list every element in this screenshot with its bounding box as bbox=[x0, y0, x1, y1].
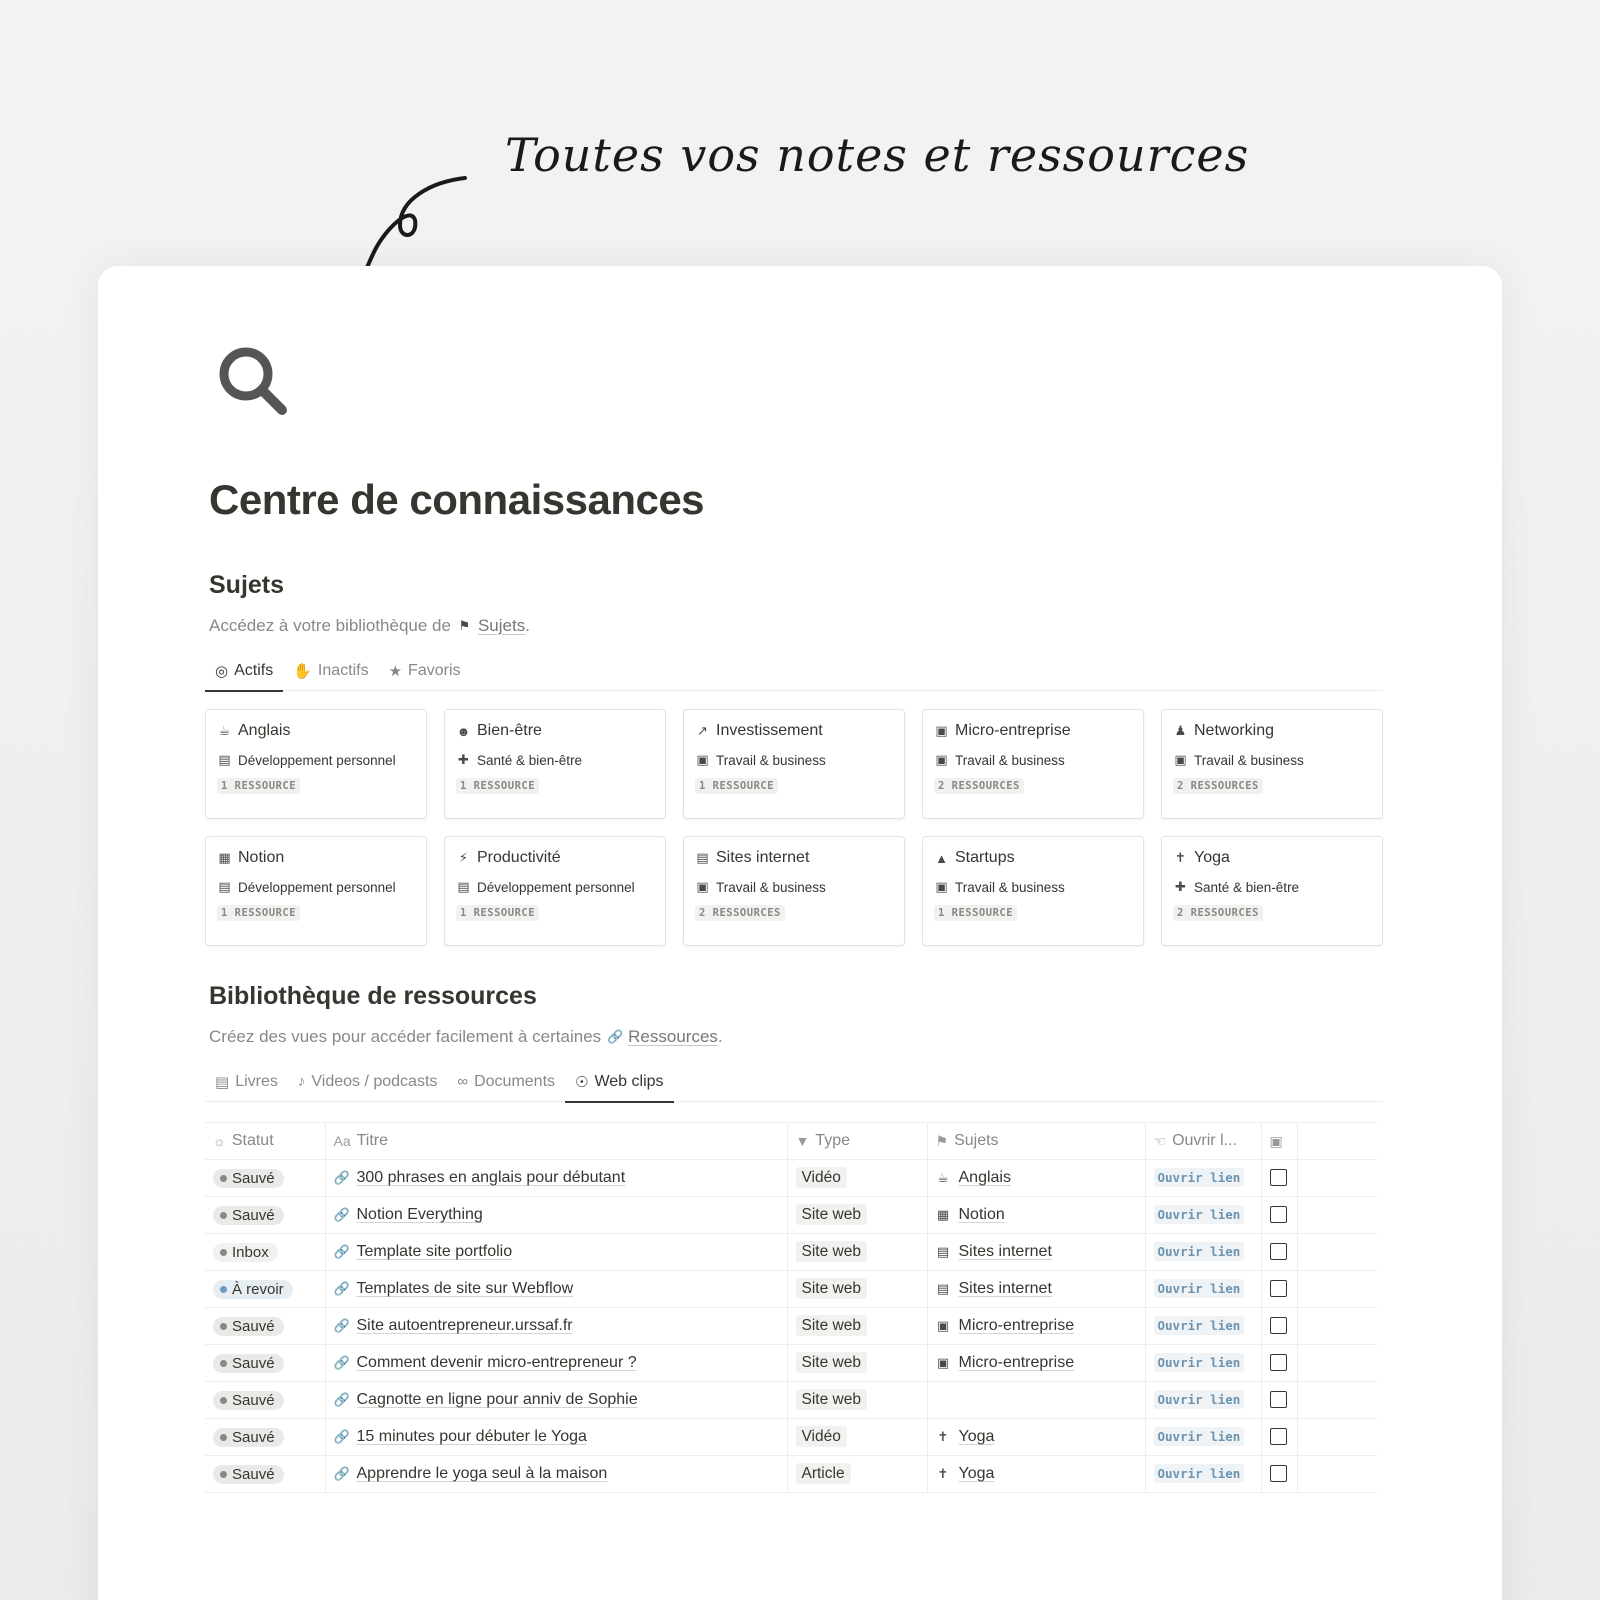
chart-icon: ▤ bbox=[218, 752, 231, 767]
type-badge: Site web bbox=[796, 1241, 867, 1262]
status-badge[interactable]: Sauvé bbox=[213, 1354, 284, 1373]
hand-icon: ✋ bbox=[293, 662, 312, 680]
link-icon: 🔗 bbox=[607, 1029, 624, 1044]
table-row[interactable] bbox=[205, 1345, 1377, 1382]
archive-checkbox[interactable] bbox=[1270, 1280, 1287, 1297]
library-tabs bbox=[205, 1062, 1383, 1102]
search-icon bbox=[218, 346, 290, 418]
resource-count: 1 RESSOURCE bbox=[217, 778, 300, 794]
resources-link[interactable]: Ressources bbox=[628, 1027, 718, 1046]
tab-favoris[interactable]: ★ Favoris bbox=[388, 661, 461, 680]
person-icon: ✝ bbox=[937, 1429, 949, 1444]
column-type[interactable]: ▼ Type bbox=[787, 1123, 927, 1160]
smile-icon: ☻ bbox=[456, 723, 471, 739]
status-badge[interactable]: Sauvé bbox=[213, 1391, 284, 1410]
row-title[interactable]: Apprendre le yoga seul à la maison bbox=[356, 1465, 608, 1482]
subject-card-yoga[interactable]: ✝ Yoga ✚ Santé & bien-être 2 RESSOURCES bbox=[1161, 836, 1383, 946]
row-title[interactable]: Notion Everything bbox=[356, 1206, 483, 1223]
notion-icon: ▦ bbox=[218, 850, 231, 865]
subjects-link[interactable]: Sujets bbox=[477, 616, 526, 635]
resource-count: 1 RESSOURCE bbox=[695, 778, 778, 794]
type-badge: Site web bbox=[796, 1204, 867, 1225]
archive-checkbox[interactable] bbox=[1270, 1169, 1287, 1186]
open-link-button[interactable]: Ouvrir lien bbox=[1154, 1242, 1245, 1261]
teapot-icon: ☕ bbox=[218, 723, 231, 738]
link-icon: 🔗 bbox=[333, 1466, 350, 1481]
star-icon: ★ bbox=[388, 662, 403, 680]
subjects-gallery bbox=[205, 709, 1383, 946]
table-row[interactable] bbox=[205, 1197, 1377, 1234]
subject-card-investissement[interactable]: ↗ Investissement ▣ Travail & business 1 RESSOURCE bbox=[683, 709, 905, 819]
status-badge[interactable]: Sauvé bbox=[213, 1317, 284, 1336]
text-icon: Aa bbox=[333, 1133, 351, 1149]
briefcase-icon: ▣ bbox=[936, 1355, 950, 1370]
tab-web-clips[interactable]: ☉ Web clips bbox=[565, 1062, 674, 1102]
tab-videos-podcasts[interactable]: ♪ Videos / podcasts bbox=[297, 1072, 438, 1090]
table-row[interactable] bbox=[205, 1382, 1377, 1419]
subject-link[interactable]: Anglais bbox=[958, 1169, 1011, 1186]
cursor-icon: ☜ bbox=[1153, 1132, 1167, 1149]
resource-count: 2 RESSOURCES bbox=[1173, 905, 1263, 921]
status-badge[interactable]: Sauvé bbox=[213, 1206, 284, 1225]
bookmark-icon: ⚑ bbox=[935, 1132, 949, 1149]
resources-table bbox=[205, 1122, 1377, 1493]
library-description: Créez des vues pour accéder facilement à certaines 🔗 Ressources. bbox=[209, 1027, 723, 1046]
column-titre[interactable]: Aa Titre bbox=[325, 1123, 787, 1160]
chart-icon: ▤ bbox=[218, 879, 231, 894]
status-badge[interactable]: Sauvé bbox=[213, 1465, 284, 1484]
row-title[interactable]: Template site portfolio bbox=[356, 1243, 513, 1260]
archive-checkbox[interactable] bbox=[1270, 1354, 1287, 1371]
type-badge: Vidéo bbox=[796, 1426, 847, 1447]
type-badge: Site web bbox=[796, 1278, 867, 1299]
globe-icon: ☉ bbox=[575, 1073, 589, 1091]
subject-card-notion[interactable]: ▦ Notion ▤ Développement personnel 1 RESSOURCE bbox=[205, 836, 427, 946]
tab-documents[interactable]: ∞ Documents bbox=[457, 1072, 556, 1090]
table-row[interactable] bbox=[205, 1160, 1377, 1197]
medkit-icon: ✚ bbox=[1175, 879, 1186, 894]
subject-card-sites-internet[interactable]: ▤ Sites internet ▣ Travail & business 2 RESSOURCES bbox=[683, 836, 905, 946]
status-badge[interactable]: Sauvé bbox=[213, 1169, 284, 1188]
mic-icon: ♪ bbox=[297, 1073, 306, 1090]
annotation-top: Toutes vos notes et ressources bbox=[505, 128, 1250, 182]
link-icon: 🔗 bbox=[333, 1392, 350, 1407]
subject-link[interactable]: Yoga bbox=[958, 1465, 995, 1482]
browser-icon: ▤ bbox=[936, 1244, 950, 1259]
browser-icon: ▤ bbox=[936, 1281, 950, 1296]
briefcase-icon: ▣ bbox=[935, 752, 948, 767]
page-title: Centre de connaissances bbox=[209, 476, 705, 523]
teapot-icon: ☕ bbox=[937, 1170, 949, 1185]
link-icon: 🔗 bbox=[333, 1355, 350, 1370]
subject-link[interactable]: Notion bbox=[958, 1206, 1005, 1223]
rocket-icon: ▲ bbox=[935, 850, 948, 866]
table-header bbox=[205, 1123, 1377, 1160]
link-icon: 🔗 bbox=[333, 1318, 350, 1333]
status-badge[interactable]: Inbox bbox=[213, 1243, 278, 1262]
subjects-title: Sujets bbox=[209, 571, 285, 599]
resource-count: 1 RESSOURCE bbox=[456, 905, 539, 921]
type-badge: Article bbox=[796, 1463, 851, 1484]
person-icon: ✝ bbox=[937, 1466, 949, 1481]
archive-checkbox[interactable] bbox=[1270, 1206, 1287, 1223]
notion-page bbox=[98, 266, 1502, 1600]
table-row[interactable] bbox=[205, 1308, 1377, 1345]
subject-link[interactable]: Micro-entreprise bbox=[958, 1354, 1075, 1371]
column-ouvrir[interactable]: ☜ Ouvrir l... bbox=[1145, 1123, 1261, 1160]
archive-checkbox[interactable] bbox=[1270, 1317, 1287, 1334]
table-row[interactable] bbox=[205, 1456, 1377, 1493]
type-badge: Site web bbox=[796, 1352, 867, 1373]
book-icon: ▤ bbox=[215, 1073, 230, 1091]
tab-actifs[interactable]: ◎ Actifs bbox=[205, 651, 283, 691]
target-icon: ◎ bbox=[215, 662, 229, 680]
subject-card-startups[interactable]: ▲ Startups ▣ Travail & business 1 RESSOURCE bbox=[922, 836, 1144, 946]
subjects-tabs bbox=[205, 651, 1383, 691]
column-archive[interactable] bbox=[1261, 1123, 1297, 1160]
open-link-button[interactable]: Ouvrir lien bbox=[1154, 1168, 1245, 1187]
subject-link[interactable]: Micro-entreprise bbox=[958, 1317, 1075, 1334]
subject-card-bien-etre[interactable]: ☻ Bien-être ✚ Santé & bien-être 1 RESSOURCE bbox=[444, 709, 666, 819]
browser-icon: ▤ bbox=[696, 850, 709, 865]
subject-link[interactable]: Sites internet bbox=[958, 1243, 1052, 1260]
tab-inactifs[interactable]: ✋ Inactifs bbox=[293, 661, 369, 680]
subject-card-anglais[interactable]: ☕ Anglais ▤ Développement personnel 1 RESSOURCE bbox=[205, 709, 427, 819]
archive-checkbox[interactable] bbox=[1270, 1243, 1287, 1260]
chart-icon: ▤ bbox=[457, 879, 470, 894]
table-row[interactable] bbox=[205, 1271, 1377, 1308]
archive-checkbox[interactable] bbox=[1270, 1391, 1287, 1408]
paperclip-icon: ∞ bbox=[457, 1073, 469, 1090]
resource-count: 2 RESSOURCES bbox=[1173, 778, 1263, 794]
link-icon: 🔗 bbox=[333, 1170, 350, 1185]
type-badge: Site web bbox=[796, 1389, 867, 1410]
briefcase-icon: ▣ bbox=[1174, 752, 1187, 767]
subject-link[interactable]: Sites internet bbox=[958, 1280, 1052, 1297]
open-link-button[interactable]: Ouvrir lien bbox=[1154, 1464, 1245, 1483]
link-icon: 🔗 bbox=[333, 1244, 350, 1259]
resource-count: 1 RESSOURCE bbox=[456, 778, 539, 794]
resource-count: 2 RESSOURCES bbox=[934, 778, 1024, 794]
row-title[interactable]: 300 phrases en anglais pour débutant bbox=[356, 1169, 626, 1186]
bolt-icon: ⚡ bbox=[458, 850, 469, 865]
briefcase-icon: ▣ bbox=[936, 1318, 950, 1333]
row-title[interactable]: Templates de site sur Webflow bbox=[356, 1280, 574, 1297]
link-icon: 🔗 bbox=[333, 1281, 350, 1296]
briefcase-icon: ▣ bbox=[696, 879, 709, 894]
archive-checkbox[interactable] bbox=[1270, 1465, 1287, 1482]
resource-count: 2 RESSOURCES bbox=[695, 905, 785, 921]
trend-icon: ↗ bbox=[697, 723, 708, 738]
open-link-button[interactable]: Ouvrir lien bbox=[1154, 1205, 1245, 1224]
briefcase-icon: ▣ bbox=[935, 879, 948, 894]
status-badge[interactable]: Sauvé bbox=[213, 1428, 284, 1447]
status-icon: ☼ bbox=[213, 1133, 226, 1149]
open-link-button[interactable]: Ouvrir lien bbox=[1154, 1279, 1245, 1298]
subject-link[interactable]: Yoga bbox=[958, 1428, 995, 1445]
medkit-icon: ✚ bbox=[458, 752, 469, 767]
table-row[interactable] bbox=[205, 1234, 1377, 1271]
status-badge[interactable]: À revoir bbox=[213, 1280, 293, 1299]
row-title[interactable]: Comment devenir micro-entrepreneur ? bbox=[356, 1354, 637, 1371]
link-icon: 🔗 bbox=[333, 1207, 350, 1222]
resource-count: 1 RESSOURCE bbox=[934, 905, 1017, 921]
open-link-button[interactable]: Ouvrir lien bbox=[1154, 1427, 1245, 1446]
notion-icon: ▦ bbox=[936, 1207, 950, 1222]
select-icon: ▼ bbox=[795, 1133, 810, 1149]
type-badge: Site web bbox=[796, 1315, 867, 1336]
briefcase-icon: ▣ bbox=[935, 723, 948, 738]
subject-card-networking[interactable]: ♟ Networking ▣ Travail & business 2 RESSOURCES bbox=[1161, 709, 1383, 819]
archive-checkbox[interactable] bbox=[1270, 1428, 1287, 1445]
resource-count: 1 RESSOURCE bbox=[217, 905, 300, 921]
row-title[interactable]: 15 minutes pour débuter le Yoga bbox=[356, 1428, 587, 1445]
row-title[interactable]: Site autoentrepreneur.urssaf.fr bbox=[356, 1317, 573, 1334]
people-icon: ♟ bbox=[1174, 723, 1187, 738]
briefcase-icon: ▣ bbox=[696, 752, 709, 767]
open-link-button[interactable]: Ouvrir lien bbox=[1154, 1390, 1245, 1409]
open-link-button[interactable]: Ouvrir lien bbox=[1154, 1316, 1245, 1335]
row-title[interactable]: Cagnotte en ligne pour anniv de Sophie bbox=[356, 1391, 638, 1408]
library-title: Bibliothèque de ressources bbox=[209, 982, 537, 1010]
type-badge: Vidéo bbox=[796, 1167, 847, 1188]
subject-card-productivite[interactable]: ⚡ Productivité ▤ Développement personnel 1 RESSOURCE bbox=[444, 836, 666, 946]
link-icon: 🔗 bbox=[333, 1429, 350, 1444]
table-row[interactable] bbox=[205, 1419, 1377, 1456]
open-link-button[interactable]: Ouvrir lien bbox=[1154, 1353, 1245, 1372]
person-icon: ✝ bbox=[1175, 850, 1186, 865]
column-spacer bbox=[1297, 1123, 1377, 1160]
subject-card-micro-entreprise[interactable]: ▣ Micro-entreprise ▣ Travail & business 2 RESSOURCES bbox=[922, 709, 1144, 819]
column-sujets[interactable]: ⚑ Sujets bbox=[927, 1123, 1145, 1160]
archive-icon: ▣ bbox=[1269, 1132, 1283, 1149]
tab-livres[interactable]: ▤ Livres bbox=[215, 1072, 278, 1091]
bookmark-link-icon: ⚑ bbox=[458, 618, 471, 633]
column-statut[interactable]: ☼ Statut bbox=[205, 1123, 325, 1160]
subjects-description: Accédez à votre bibliothèque de ⚑ Sujets. bbox=[209, 616, 530, 635]
